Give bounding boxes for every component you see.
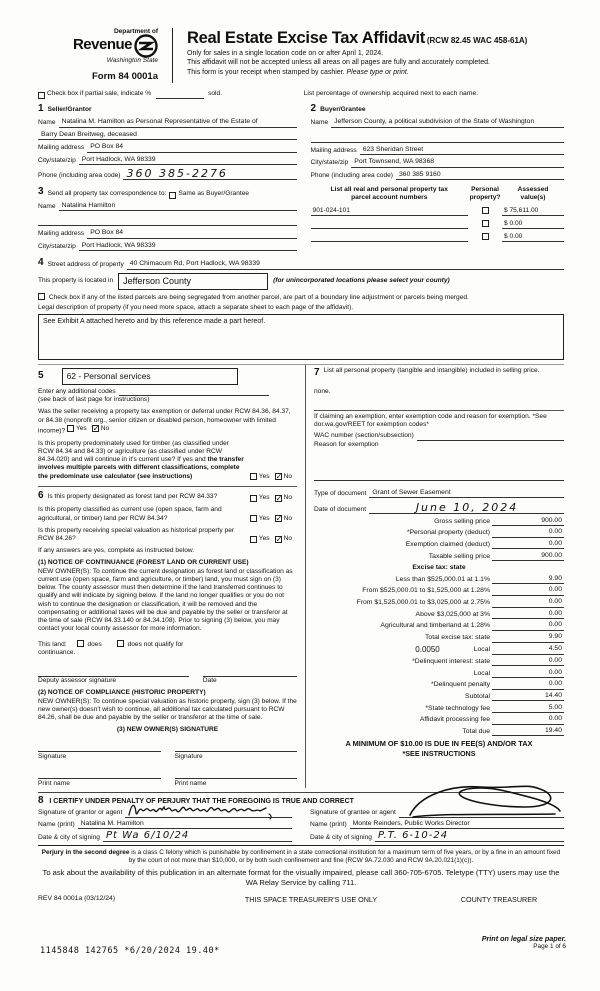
exemption-no-checkbox[interactable]: [92, 425, 99, 432]
buyer-phone-field[interactable]: 360 385 9160: [396, 171, 564, 180]
section-7-number: 7: [314, 367, 320, 379]
date-of-document-field[interactable]: June 10, 2024: [369, 502, 564, 514]
parcel-value-field[interactable]: $ 0.00: [502, 233, 564, 242]
personal-property-intro: List all personal property (tangible and intangible) included in selling price.: [323, 367, 540, 375]
header-divider: [172, 28, 173, 83]
rev-number: REV 84 0001a (03/12/24): [38, 895, 116, 903]
form-title-rcw: (RCW 82.45 WAC 458-61A): [426, 36, 528, 45]
continuance-body: NEW OWNER(S): To continue the current designation as forest land or classification as current use (open space, farm and agriculture, or timber) land, you must sign on (3) below. The county assessor must then determine if the land transferred continues to qualify and will indicate by signing below. If the land no longer qualifies or you do not wish to continue the designation or classification, it will be removed and the compensating or additional taxes will be due and payable by the seller or transferor at the time of sale (RCW 84.33.140 or 84.34.108). Prior to signing (3) below, you may contact your local county assessor for more information.: [38, 567, 293, 633]
same-as-buyer-checkbox[interactable]: [169, 192, 176, 199]
wac-number-field[interactable]: [417, 433, 564, 441]
header-note-2: This affidavit will not be accepted unless all areas on all pages are fully and accurately completed.: [187, 59, 490, 67]
section-8-certification: 8 I CERTIFY UNDER PENALTY OF PERJURY THAT THE FOREGOING IS TRUE AND CORRECT Signature of grantor or agent Name (print) Natalina M. Hamilton Date & city of signing Pt Wa 6/10/24 Signature of grantee or agent Name (print) Monte Reinders, Public Works Director Date & city of signing P.T. 6-10-24: [38, 792, 564, 842]
agency-block: [38, 28, 158, 83]
predominate-no-checkbox[interactable]: [275, 473, 282, 480]
sold-label: sold.: [208, 90, 223, 98]
delinquent-interest-state-field[interactable]: 0.00: [492, 657, 564, 666]
seller-name-field-2[interactable]: Barry Dean Breitweg, deceased: [38, 131, 297, 140]
section-1-number: 1: [38, 102, 44, 114]
question-current-use: Is this property classified as current use (open space, farm and agricultural, or timber) land per RCW 84.34? Yes ✓ No: [38, 506, 297, 522]
additional-codes-label: Enter any additional codes: [38, 387, 116, 395]
seller-mailing-field[interactable]: PO Box 84: [87, 143, 296, 152]
if-yes-note: If any answers are yes, complete as instructed below.: [38, 547, 195, 555]
question-historic: Is this property receiving special valuation as historical property per RCW 84.26? Yes ✓ No: [38, 527, 297, 543]
dept-of-label: Department of: [113, 28, 158, 35]
exemption-deduct-field[interactable]: 0.00: [492, 540, 564, 549]
tier2-field[interactable]: 0.00: [492, 586, 564, 595]
see-instructions-note: *SEE INSTRUCTIONS: [402, 748, 476, 758]
buyer-mailing-field[interactable]: 623 Sheridan Street: [360, 146, 564, 155]
does-not-qualify-checkbox[interactable]: [117, 640, 124, 647]
segregated-label: Check box if any of the listed parcels are being segregated from another parcel, are part of a boundary line adjustment or parcels being merged.: [48, 293, 469, 301]
legal-description-label: Legal description of property (if you need more space, attach a separate sheet to each page of the affidavit).: [38, 303, 354, 311]
page-number: Page 1 of 6: [533, 943, 566, 950]
land-use-code-select[interactable]: 62 - Personal services: [62, 368, 238, 385]
does-qualify-checkbox[interactable]: [77, 640, 84, 647]
partial-sale-label: Check box if partial sale, indicate %: [47, 90, 152, 98]
tier1-field[interactable]: 9.90: [492, 575, 564, 584]
parcel-personal-checkbox[interactable]: [482, 220, 489, 227]
parcel-number-field[interactable]: [311, 234, 468, 242]
local-rate-value: 0.0050: [415, 644, 440, 654]
new-owner-signature-2-field[interactable]: [175, 742, 298, 752]
section-8-number: 8: [38, 794, 44, 806]
deputy-date-label: Date: [202, 677, 217, 685]
correspondence-name-field-2[interactable]: [38, 218, 297, 226]
buyer-csz-field[interactable]: Port Townsend, WA 98368: [351, 158, 564, 167]
gross-price-field[interactable]: 900.00: [492, 517, 564, 526]
parcel-personal-checkbox[interactable]: [482, 233, 489, 240]
date-of-document-label: Date of document: [314, 506, 367, 514]
street-address-label: Street address of property: [47, 261, 124, 269]
new-owner-sig-title: (3) NEW OWNER(S) SIGNATURE: [116, 726, 219, 734]
compliance-body: NEW OWNER(S): To continue special valuation as historic property, sign (3) below. If the new owner(s) doesn't wish to continue, all additional tax calculated pursuant to RCW 84.26, shall be due and payable by the seller or transferor at the time of sale.: [38, 697, 297, 721]
technology-fee-field[interactable]: 5.00: [492, 704, 564, 713]
buyer-name-field-2[interactable]: [311, 135, 564, 143]
grantee-date-city-field[interactable]: P.T. 6-10-24: [375, 831, 564, 842]
compliance-title: (2) NOTICE OF COMPLIANCE (HISTORIC PROPERTY): [38, 689, 206, 697]
type-of-document-field[interactable]: Grant of Sewer Easement: [369, 489, 564, 498]
parcel-row: [311, 207, 564, 216]
parcel-value-field[interactable]: $ 75,611.00: [502, 207, 564, 216]
header-note-3: This form is your receipt when stamped by cashier. Please type or print.: [187, 69, 409, 77]
revenue-logo-icon: [134, 34, 158, 58]
correspondence-mailing-field[interactable]: PO Box 84: [87, 229, 296, 238]
delinquent-penalty-field[interactable]: 0.00: [492, 680, 564, 689]
partial-sale-checkbox[interactable]: [38, 92, 45, 99]
forest-yes-checkbox[interactable]: [250, 495, 257, 502]
buyer-grantee-title: Buyer/Grantee: [320, 105, 366, 113]
reason-exemption-field[interactable]: [314, 471, 564, 481]
tax-computation: Gross selling price 900.00 *Personal property (deduct) 0.00 Exemption claimed (deduct) 0.00 Taxable selling price 900.00 Excise tax: state Less than $525,000.01 at 1.1% 9.90 From $525,000.01 to $1,525,000 at 1.28% 0.00 From $1,525,000.01 to $3,025,000 at 2.75% 0.00 Above $3,025,000 at 3% 0.00 Agricultural and timberland at 1.28% 0.00 Total excise tax: state 9.90 0.0050 Local 4.50 *Delinquent interest: state 0.00 Local 0.00 *Delinquent penalty 0.00 Subtotal 14.40 *State technology fee 5.00 Affidavit processing fee 0.00 Total due 19.40: [314, 517, 564, 737]
deputy-date-field[interactable]: [203, 667, 297, 677]
seller-grantor-title: Seller/Grantor: [47, 105, 92, 113]
parcel-header-accounts: List all real and personal property tax parcel account numbers: [330, 186, 448, 202]
print-name-label: Print name: [174, 779, 207, 787]
see-back-note: (see back of last page for instructions): [38, 396, 150, 404]
treasurer-space-label: THIS SPACE TREASURER'S USE ONLY: [244, 895, 378, 905]
historic-no-checkbox[interactable]: [275, 536, 282, 543]
certify-statement: I CERTIFY UNDER PENALTY OF PERJURY THAT THE FOREGOING IS TRUE AND CORRECT: [49, 797, 354, 805]
section-4-number: 4: [38, 257, 44, 268]
historic-yes-checkbox[interactable]: [250, 536, 257, 543]
section-4-property: [38, 257, 564, 360]
section-5-header: [38, 368, 297, 385]
parcel-value-field[interactable]: $ 0.00: [502, 220, 564, 229]
section-7-header: [314, 367, 564, 380]
same-as-buyer-label: Same as Buyer/Grantee: [178, 190, 250, 198]
grantee-sig-label: Signature of grantee or agent: [310, 809, 396, 817]
grantor-date-city-field[interactable]: Pt Wa 6/10/24: [103, 831, 292, 842]
exemption-note: If claiming an exemption, enter exemption code and reason for exemption. *See dor.wa.gov/REET for exemption codes*: [314, 410, 564, 429]
tier4-field[interactable]: 0.00: [492, 610, 564, 619]
total-due-field[interactable]: 19.40: [492, 727, 564, 736]
grantor-sig-label: Signature of grantor or agent: [38, 809, 123, 817]
seller-csz-field[interactable]: Port Hadlock, WA 98339: [79, 156, 297, 165]
section-1-seller: 1 Seller/Grantor Name Natalina M. Hamilton as Personal Representative of the Estate of Barry Dean Breitweg, deceased Mailing address PO Box 84 City/state/zip Port Hadlock, WA 98339 Phone (including area code) 360 385-2276: [38, 103, 297, 180]
located-in-note: (for unincorporated locations please select your county): [273, 277, 450, 284]
county-select[interactable]: Jefferson County: [118, 273, 268, 290]
form-title: Real Estate Excise Tax Affidavit: [187, 29, 426, 47]
buyer-name-field[interactable]: Jefferson County, a political subdivision of the State of Washington: [331, 118, 564, 127]
total-excise-state-field[interactable]: 9.90: [492, 633, 564, 642]
deputy-assessor-label: Deputy assessor signature: [38, 677, 117, 685]
grantee-signature[interactable]: [405, 781, 565, 823]
predominate-yes-checkbox[interactable]: [250, 473, 257, 480]
partial-sale-percent-field[interactable]: [156, 98, 204, 99]
parcel-number-field[interactable]: [311, 221, 468, 229]
signature-label: Signature: [174, 753, 203, 761]
cashier-stamp: 1145848 142765 *6/20/2024 19.40*: [40, 946, 220, 956]
form-number: Form 84 0001a: [91, 71, 158, 83]
parcel-list: [311, 186, 564, 251]
section-3-number: 3: [38, 186, 44, 198]
agricultural-field[interactable]: 0.00: [492, 621, 564, 630]
located-in-label: This property is located in: [38, 277, 114, 284]
header-note-1: Only for sales in a single location code on or after April 1, 2024.: [187, 49, 384, 57]
parcel-header-personal: Personal property?: [469, 186, 501, 202]
taxable-price-field[interactable]: 900.00: [492, 552, 564, 561]
washington-state-label: Washington State: [106, 57, 158, 65]
reason-exemption-label: Reason for exemption: [314, 440, 379, 448]
current-use-yes-checkbox[interactable]: [250, 515, 257, 522]
type-of-document-label: Type of document: [314, 490, 367, 498]
grantor-signature[interactable]: [126, 798, 276, 822]
land-qualify-row: This land: does does not qualify for: [38, 640, 184, 648]
delinquent-interest-local-field[interactable]: 0.00: [492, 669, 564, 678]
new-owner-print-2-field[interactable]: [175, 769, 298, 779]
form-header: [38, 28, 564, 83]
section-5-number: 5: [38, 370, 44, 382]
signature-label: Signature: [38, 753, 67, 761]
seller-name-field[interactable]: Natalina M. Hamilton as Personal Representative of the Estate of: [59, 118, 297, 127]
ownership-note: List percentage of ownership acquired next to each name.: [303, 90, 479, 98]
wac-number-label: WAC number (section/subsection): [314, 432, 414, 440]
correspondence-name-field[interactable]: Natalina Hamilton: [59, 202, 297, 211]
current-use-no-checkbox[interactable]: [275, 515, 282, 522]
section-3-correspondence: 3 Send all property tax correspondence to: Same as Buyer/Grantee Name Natalina Hamilton Mailing address PO Box 84 City/state/zip Port Hadlock, WA 98339: [38, 186, 297, 251]
additional-codes-field[interactable]: [119, 388, 269, 396]
grantor-print-name-field[interactable]: Natalina M. Hamilton: [78, 820, 292, 829]
section-6-number: 6: [38, 489, 44, 501]
excise-tax-state-header: Excise tax: state: [412, 564, 466, 572]
processing-fee-field[interactable]: 0.00: [492, 715, 564, 724]
continuance-word: continuance.: [38, 648, 76, 656]
perjury-statement: Perjury in the second degree is a class C felony which is punishable by confinement in a state correctional institution for a maximum term of five years, or by a fine in an amount fixed by the court of not more than $10,000, or by both such confinement and fine (RCW 9A.72.030 and RCW 9A.20.021(1)(c)).: [38, 845, 564, 865]
new-owner-signature-1-field[interactable]: [38, 742, 161, 752]
question-tax-exemption: Was the seller receiving a property tax exemption or deferral under RCW 84.36, 84.37, or 84.38 (nonprofit org., senior citizen or disabled person, homeowner with limited income)? Yes ✓ No: [38, 408, 297, 435]
section-2-buyer: 2 Buyer/Grantee Name Jefferson County, a political subdivision of the State of Washington Mailing address 623 Sheridan Street City/state/zip Port Townsend, WA 98368 Phone (including area code) 360 385 9160: [311, 103, 564, 180]
tier3-field[interactable]: 0.00: [492, 598, 564, 607]
grantee-print-name-field[interactable]: Monte Reinders, Public Works Director: [350, 820, 564, 829]
print-note: Print on legal size paper. Page 1 of 6: [481, 934, 566, 950]
question-predominate-use: Is this property predominately used for timber (as classified under RCW 84.34 and 84.33) or agriculture (as classified under RCW 84.34.020) and will continue in it's current use? If yes and the transfer involves multiple parcels with different classifications, complete the predominate use calculator (see instructions) Yes ✓ No: [38, 440, 297, 481]
parcel-header-assessed: Assessed value(s): [517, 186, 549, 202]
street-address-field[interactable]: 40 Chimacum Rd, Port Hadlock, WA 98339: [127, 260, 564, 269]
question-forest-land: 6 Is this property designated as forest land per RCW 84.33? Yes ✓ No: [38, 490, 297, 503]
local-tax-field[interactable]: 4.50: [492, 645, 564, 654]
legal-description-field[interactable]: See Exhibit A attached hereto and by this reference made a part hereof.: [38, 314, 564, 360]
correspondence-intro: Send all property tax correspondence to:: [47, 190, 167, 198]
parcel-personal-checkbox[interactable]: [482, 207, 489, 214]
personal-property-field[interactable]: none.: [314, 387, 331, 395]
subtotal-field[interactable]: 14.40: [492, 692, 564, 701]
print-name-label: Print name: [38, 779, 70, 787]
exemption-yes-checkbox[interactable]: [67, 425, 74, 432]
section-2-number: 2: [310, 102, 317, 114]
deputy-assessor-signature-field[interactable]: [38, 667, 189, 677]
county-treasurer-label: COUNTY TREASURER: [460, 895, 538, 905]
continuance-title: (1) NOTICE OF CONTINUANCE (FOREST LAND OR CURRENT USE): [38, 559, 249, 567]
alternate-format-note: To ask about the availability of this publication in an alternate format for the visually impaired, please call 360-705-6705. Teletype (TTY) users may use the WA Relay Service by calling 711.: [42, 868, 560, 887]
new-owner-print-1-field[interactable]: [38, 769, 161, 779]
seller-phone-field[interactable]: 360 385-2276: [123, 168, 296, 180]
segregated-checkbox[interactable]: [38, 293, 45, 300]
correspondence-csz-field[interactable]: Port Hadlock, WA 98339: [79, 242, 297, 251]
revenue-wordmark: Revenue: [72, 36, 132, 54]
parcel-row: [311, 233, 564, 242]
personal-deduct-field[interactable]: 0.00: [492, 528, 564, 537]
minimum-due-note: A MINIMUM OF $10.00 IS DUE IN FEE(S) AND/OR TAX: [345, 739, 533, 749]
parcel-number-field[interactable]: 901-024-101: [311, 207, 468, 216]
forest-no-checkbox[interactable]: [275, 495, 282, 502]
parcel-row: [311, 220, 564, 229]
